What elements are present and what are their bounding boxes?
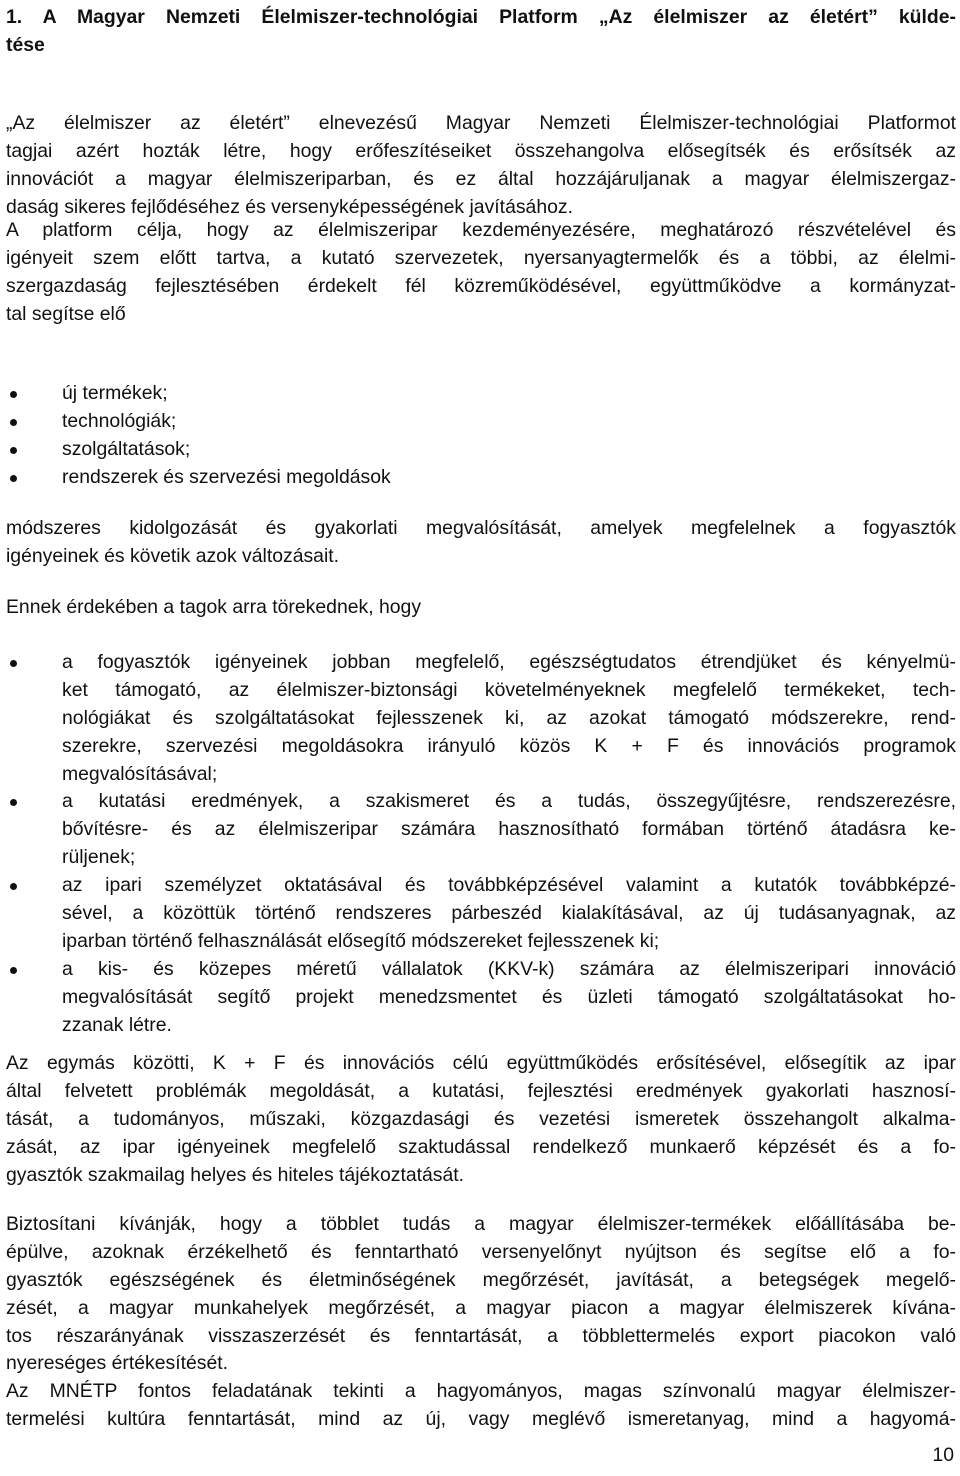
bullet-icon (10, 419, 17, 426)
heading-line: 1. A Magyar Nemzeti Élelmiszer-technológiai Platform „Az élelmiszer az életért” külde- (6, 6, 956, 28)
text-line: által felvetett problémák megoldását, a kutatási, fejlesztési eredmények gyakorlati hasznosí- (6, 1079, 956, 1102)
text-line: tagjai azért hozták létre, hogy erőfeszítéseiket összehangolva elősegítsék és erősítsék az (6, 139, 956, 162)
text-line: gyasztók egészségének és életminőségének megőrzését, javítását, a betegségek megelő- (6, 1268, 956, 1291)
text-line: Az egymás közötti, K + F és innovációs célú együttműködés erősítésével, elősegítik az ipar (6, 1052, 956, 1074)
text-line: termelési kultúra fenntartását, mind az új, vagy meglévő ismeretanyag, mind a hagyomá- (6, 1407, 956, 1430)
bullet-icon (10, 475, 17, 482)
text-line: igényeit szem előtt tartva, a kutató szervezetek, nyersanyagtermelők és a többi, az élelmi- (6, 246, 956, 269)
list-item (6, 464, 956, 492)
text-line: az ipari személyzet oktatásával és továbbképzésével valamint a kutatók továbbképzé- (62, 874, 956, 897)
page-number: 10 (932, 1444, 954, 1466)
bullet-icon (10, 660, 17, 667)
text-line: zzanak létre. (62, 1013, 172, 1036)
text-line: a fogyasztók igényeinek jobban megfelelő, egészségtudatos étrendjüket és kényelmü- (62, 651, 956, 673)
list-item-text: technológiák; (62, 409, 177, 432)
cooperation-paragraph (6, 1050, 956, 1189)
text-line: épülve, azoknak érzékelhető és fenntartható versenyelőnyt nyújtson és segítse elő a fo- (6, 1240, 956, 1263)
list-item (6, 380, 956, 408)
text-line: sével, a közöttük történő rendszeres párbeszéd kialakításával, az új tudásanyagnak, az (62, 902, 956, 925)
list-item-text: szolgáltatások; (62, 437, 191, 460)
text-line: tal segítse elő (6, 302, 126, 325)
text-line: bővítésre- és az élelmiszeripar számára hasznosítható formában történő átadásra ke- (62, 818, 956, 841)
text-line: igényeinek és követik azok változásait. (6, 544, 340, 567)
text-line: Az MNÉTP fontos feladatának tekinti a hagyományos, magas színvonalú magyar élelmiszer- (6, 1380, 956, 1402)
list-item (6, 649, 956, 788)
list-item (6, 872, 956, 956)
list-item (6, 788, 956, 872)
surplus-paragraph (6, 1211, 956, 1378)
text-line: zését, a magyar munkahelyek megőrzését, a magyar piacon a magyar élelmiszerek kívána- (6, 1296, 956, 1319)
aim-bullet-list (6, 649, 956, 1039)
text-line: nológiákat és szolgáltatásokat fejlesszenek ki, az azokat támogató módszerekre, rend- (62, 706, 956, 729)
list-item (6, 408, 956, 436)
text-line: A platform célja, hogy az élelmiszeripar kezdeményezésére, meghatározó részvételével és (6, 219, 956, 241)
aim-intro-paragraph (6, 594, 956, 622)
goal-paragraph (6, 217, 956, 329)
text-line: rüljenek; (62, 846, 136, 869)
text-line: módszeres kidolgozását és gyakorlati megvalósítását, amelyek megfelelnek a fogyasztók (6, 517, 956, 539)
text-line: innovációt a magyar élelmiszeriparban, és ez által hozzájáruljanak a magyar élelmiszergaz- (6, 167, 956, 190)
list-item-text: új termékek; (62, 382, 168, 404)
text-line: zását, az ipar igényeinek megfelelő szaktudással rendelkező munkaerő képzését és a fo- (6, 1135, 956, 1158)
bullet-icon (10, 967, 17, 974)
bullet-icon (10, 447, 17, 454)
text-line: megvalósításával; (62, 762, 218, 785)
text-line: a kutatási eredmények, a szakismeret és a tudás, összegyűjtésre, rendszerezésre, (62, 790, 956, 813)
goal-bullet-list (6, 380, 956, 492)
text-line: tos részarányának visszaszerzését és fenntartását, a többlettermelés export piacokon való (6, 1324, 956, 1347)
intro-paragraph (6, 110, 956, 222)
bullet-icon (10, 799, 17, 806)
section-heading (6, 3, 956, 59)
text-line: szerekre, szervezési megoldásokra irányuló közös K + F és innovációs programok (62, 734, 956, 757)
list-item (6, 436, 956, 464)
text-line: szergazdaság fejlesztésében érdekelt fél közreműködésével, együttműködve a kormányzat- (6, 274, 956, 297)
text-line: Ennek érdekében a tagok arra törekednek, hogy (6, 596, 422, 618)
text-line: megvalósítását segítő projekt menedzsmentet és üzleti támogató szolgáltatásokat ho- (62, 985, 956, 1008)
list-item (6, 956, 956, 1040)
bullet-icon (10, 883, 17, 890)
culture-paragraph (6, 1378, 956, 1434)
text-line: nyereséges értékesítését. (6, 1352, 229, 1375)
methods-paragraph (6, 515, 956, 571)
text-line: Biztosítani kívánják, hogy a többlet tudás a magyar élelmiszer-termékek előállításába be- (6, 1213, 956, 1235)
text-line: „Az élelmiszer az életért” elnevezésű Magyar Nemzeti Élelmiszer-technológiai Platformot (6, 112, 956, 134)
text-line: iparban történő felhasználását elősegítő módszereket fejlesszenek ki; (62, 929, 660, 952)
text-line: a kis- és közepes méretű vállalatok (KKV-k) számára az élelmiszeripari innováció (62, 957, 956, 980)
heading-line: tése (6, 33, 45, 56)
text-line: gyasztók szakmailag helyes és hiteles tájékoztatását. (6, 1163, 465, 1186)
text-line: tását, a tudományos, műszaki, közgazdasági és vezetési ismeretek összehangolt alkalma- (6, 1107, 956, 1130)
bullet-icon (10, 391, 17, 398)
list-item-text: rendszerek és szervezési megoldások (62, 465, 391, 488)
text-line: daság sikeres fejlődéséhez és versenyképességének javításához. (6, 195, 573, 218)
text-line: ket támogató, az élelmiszer-biztonsági követelményeknek megfelelő termékeket, tech- (62, 678, 956, 701)
